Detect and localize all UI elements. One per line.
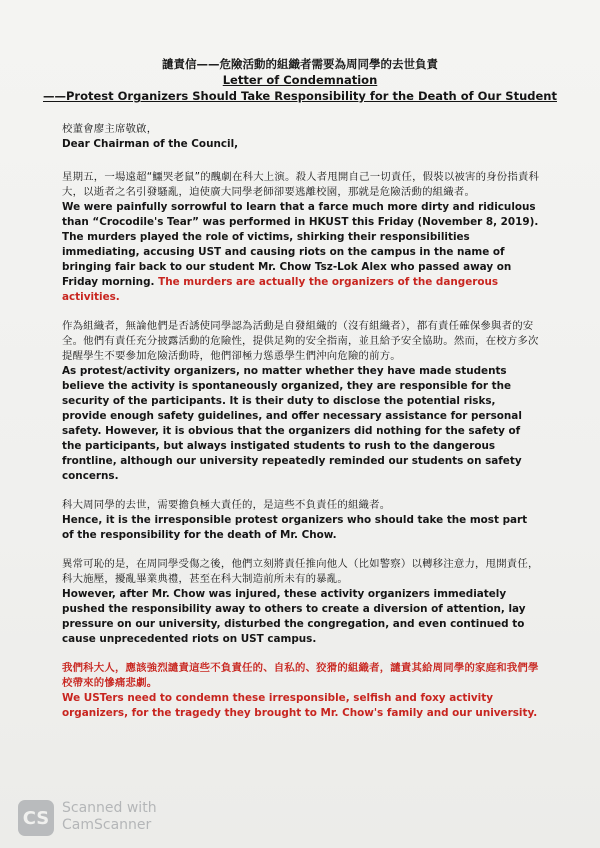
paragraph-4-english: However, after Mr. Chow was injured, these activity organizers immediately pushed the responsibility away to others to create a diversion of attention, lay pressure on our university, disturbed the congregation, and even continued to cause unprecedented riots on UST campus. xyxy=(62,588,526,645)
paragraph-1-english-text: We were painfully sorrowful to learn that a farce much more dirty and ridiculous than “Crocodile's Tear” was performed in HKUST this Friday (November 8, 2019). The murders played the role of victims, shirking their responsibilities immediating, accusing UST and causing riots on the campus in the name of bringing fair back to our student Mr. Chow Tsz-Lok Alex who passed away on Friday morning. xyxy=(62,201,539,288)
paragraph-1 xyxy=(62,170,542,305)
paragraph-2-english: As protest/activity organizers, no matter whether they have made students believe the activity is spontaneously organized, they are responsible for the security of the participants. It is their duty to disclose the potential risks, provide enough safety guidelines, and offer necessary assistance for personal safety. However, it is obvious that the organizers did nothing for the safety of the participants, but always instigated students to rush to the dangerous frontline, although our university repeatedly reminded our students on safety concerns. xyxy=(62,365,522,482)
salutation-english: Dear Chairman of the Council, xyxy=(62,138,239,150)
paragraph-2 xyxy=(62,319,542,484)
camscanner-logo-icon: CS xyxy=(18,800,54,836)
watermark-text xyxy=(62,800,157,834)
watermark-line-1: Scanned with xyxy=(62,800,157,816)
paragraph-4-chinese: 異常可恥的是，在周同學受傷之後，他們立刻將責任推向他人（比如警察）以轉移注意力，甩開責任，科大施壓，擾亂畢業典禮，甚至在科大制造前所未有的暴亂。 xyxy=(62,558,539,585)
paragraph-3 xyxy=(62,498,542,543)
letter-header xyxy=(0,56,600,104)
subtitle-english: ——Protest Organizers Should Take Responsibility for the Death of Our Student xyxy=(43,89,557,103)
paragraph-3-chinese: 科大周同學的去世，需要擔負極大責任的，是這些不負責任的組織者。 xyxy=(62,499,391,511)
paragraph-1-english-highlight: The murders are actually the organizers of the dangerous activities. xyxy=(62,276,499,303)
title-chinese: 譴責信——危險活動的組織者需要為周同學的去世負責 xyxy=(162,57,438,71)
title-english: Letter of Condemnation xyxy=(222,73,378,87)
watermark-line-2: CamScanner xyxy=(62,817,152,833)
paragraph-5-chinese: 我們科大人，應該強烈譴責這些不負責任的、自私的、狡猾的組織者，譴責其給周同學的家庭和我們學校帶來的慘痛悲劇。 xyxy=(62,662,539,689)
camscanner-watermark xyxy=(18,800,218,840)
paragraph-2-chinese: 作為組織者，無論他們是否誘使同學認為活動是自發組織的（沒有組織者），都有責任確保參與者的安全。他們有責任充分披露活動的危險性，提供足夠的安全指南，並且給予安全協助。然而，在校方多次提醒學生不要參加危險活動時，他們卻極力慫恿學生們沖向危險的前方。 xyxy=(62,320,539,362)
paragraph-4 xyxy=(62,557,542,647)
paragraph-3-english: Hence, it is the irresponsible protest organizers who should take the most part of the responsibility for the death of Mr. Chow. xyxy=(62,514,528,541)
paragraph-5 xyxy=(62,661,542,721)
paragraph-5-english: We USTers need to condemn these irresponsible, selfish and foxy activity organizers, for the tragedy they brought to Mr. Chow's family and our university. xyxy=(62,692,538,719)
salutation-chinese: 校董會廖主席敬啟， xyxy=(62,123,158,135)
paragraph-1-chinese: 星期五，一場遠超“鱷哭老鼠”的醜劇在科大上演。殺人者甩開自己一切責任，假裝以被害的身份指責科大，以逝者之名引發騷亂，迫使廣大同學老師卻要逃離校園，那就是危險活動的組織者。 xyxy=(62,171,540,198)
letter-body xyxy=(62,122,542,721)
paragraph-1-english xyxy=(62,200,542,305)
